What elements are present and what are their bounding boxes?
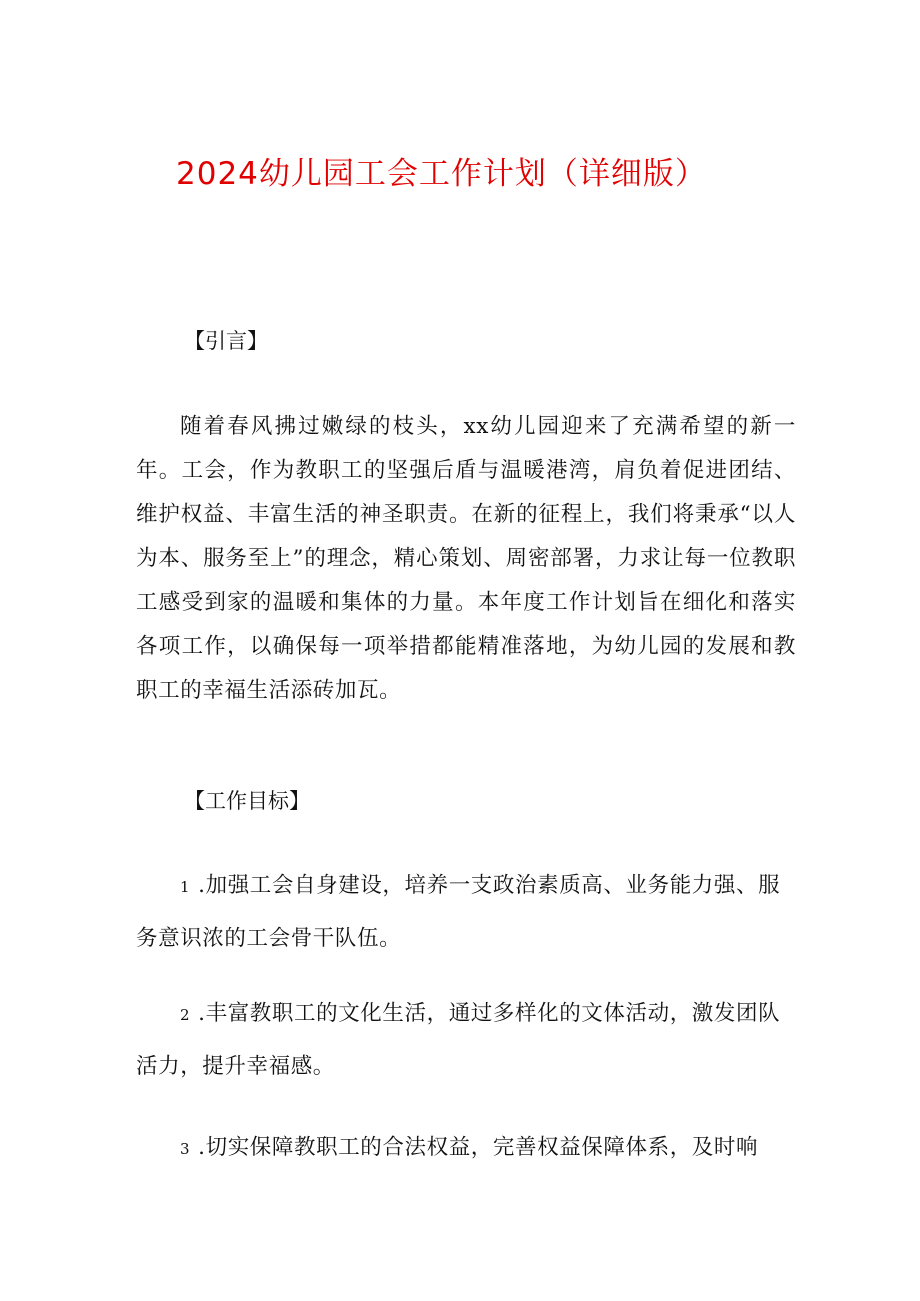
goal-text: .切实保障教职工的合法权益，完善权益保障体系，及时响 [198, 1135, 759, 1160]
goal-item-2 [136, 988, 796, 1093]
goal-text: .加强工会自身建设，培养一支政治素质高、业务能力强、服务意识浓的工会骨干队伍。 [136, 873, 781, 951]
goal-number: 3 [180, 1140, 191, 1158]
intro-heading: 【引言】 [184, 329, 268, 353]
goal-text: .丰富教职工的文化生活，通过多样化的文体活动，激发团队活力，提升幸福感。 [136, 1001, 781, 1079]
document-title: 2024幼儿园工会工作计划（详细版） [176, 156, 707, 192]
goal-item-3 [136, 1122, 796, 1175]
goal-item-1 [136, 860, 796, 965]
goal-number: 1 [180, 878, 191, 896]
goals-heading: 【工作目标】 [184, 789, 310, 813]
goal-number: 2 [180, 1006, 191, 1024]
intro-paragraph: 随着春风拂过嫩绿的枝头，xx幼儿园迎来了充满希望的新一年。工会，作为教职工的坚强后盾与温暖港湾，肩负着促进团结、维护权益、丰富生活的神圣职责。在新的征程上，我们将秉承“以人为本、服务至上”的理念，精心策划、周密部署，力求让每一位教职工感受到家的温暖和集体的力量。本年度工作计划旨在细化和落实各项工作，以确保每一项举措都能精准落地，为幼儿园的发展和教职工的幸福生活添砖加瓦。 [136, 414, 796, 703]
